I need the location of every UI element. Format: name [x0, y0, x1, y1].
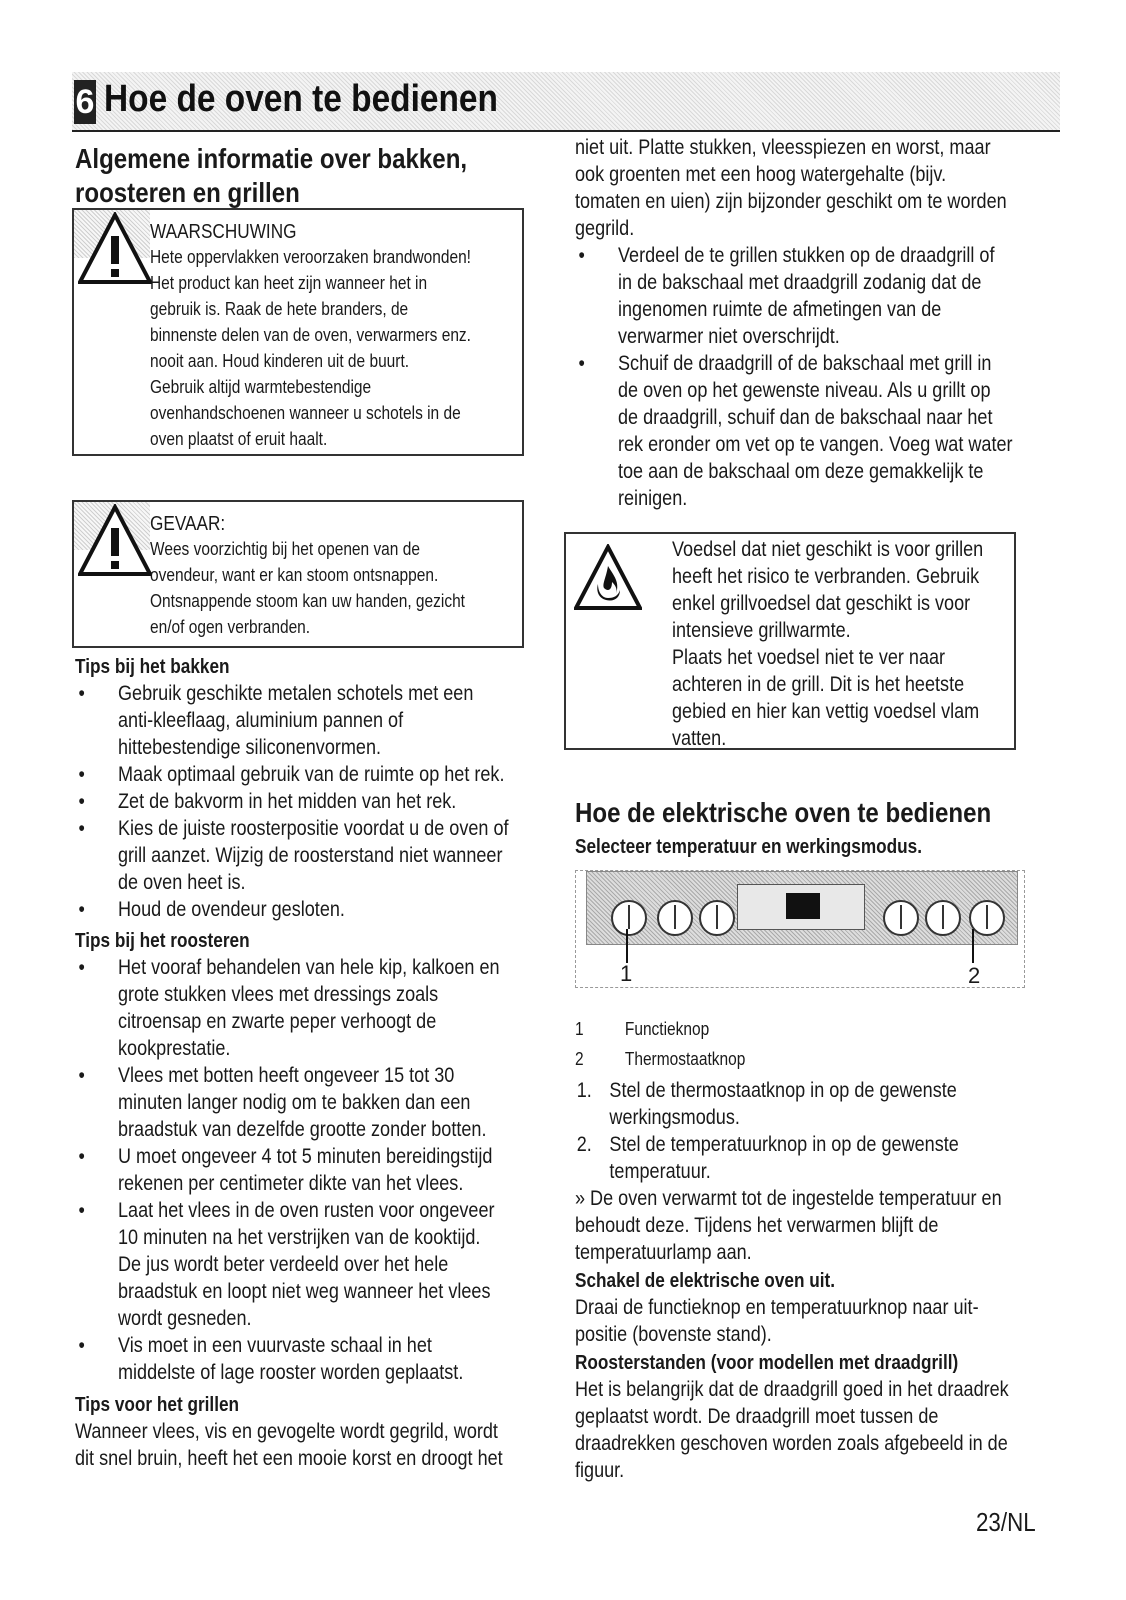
- text-line: dit snel bruin, heeft het een mooie korst en droogt het: [75, 1447, 503, 1470]
- list-item: [75, 954, 539, 1062]
- roasting-tips-title: Tips bij het roosteren: [75, 930, 250, 952]
- warning-text: [150, 244, 511, 452]
- baking-tips-list: [75, 680, 539, 923]
- switch-off-title: Schakel de elektrische oven uit.: [575, 1270, 836, 1292]
- list-item: [75, 788, 539, 815]
- text-line: Het is belangrijk dat de draadgrill goed in het draadrek: [575, 1378, 1009, 1401]
- danger-line: Wees voorzichtig bij het openen van de: [150, 539, 420, 559]
- chapter-number: 6: [74, 80, 96, 124]
- list-item-line: de oven op het gewenste niveau. Als u grillt op: [618, 379, 991, 402]
- list-item-line: grote stukken vlees met dressings zoals: [118, 983, 439, 1006]
- grill-steps: [575, 242, 1039, 512]
- list-item: [75, 896, 539, 923]
- control-panel-strip: [586, 871, 1018, 945]
- list-item-line: rekenen per centimeter dikte van het vlees.: [118, 1172, 464, 1195]
- list-item-line: • Het vooraf behandelen van hele kip, kalkoen en: [118, 956, 500, 979]
- text-line: Draai de functieknop en temperatuurknop naar uit-: [575, 1296, 979, 1319]
- list-item-line: verwarmer niet overschrijdt.: [618, 325, 840, 348]
- chapter-header: [72, 72, 1060, 132]
- switch-off-text: [575, 1294, 1039, 1348]
- list-item-line: • U moet ongeveer 4 tot 5 minuten bereidingstijd: [118, 1145, 493, 1168]
- fire-line: intensieve grillwarmte.: [672, 619, 851, 642]
- list-item-line: • Laat het vlees in de oven rusten voor ongeveer: [118, 1199, 495, 1222]
- list-item-line: braadstuk en loopt niet weg wanneer het vlees: [118, 1280, 491, 1303]
- callout-label-2: 2: [968, 963, 981, 988]
- hob-knob-icon: [925, 900, 961, 936]
- list-item-line: 10 minuten na het verstrijken van de kooktijd.: [118, 1226, 481, 1249]
- warning-line: gebruik is. Raak de hete branders, de: [150, 299, 409, 319]
- warning-line: nooit aan. Houd kinderen uit de buurt.: [150, 351, 410, 371]
- warning-line: oven plaatst of eruit haalt.: [150, 429, 328, 449]
- list-item-line: • Vlees met botten heeft ongeveer 15 tot 30: [118, 1064, 455, 1087]
- list-item-line: kookprestatie.: [118, 1037, 231, 1060]
- list-item-line: • Kies de juiste roosterpositie voordat u de oven of: [118, 817, 509, 840]
- rack-positions-text: [575, 1376, 1039, 1484]
- baking-tips-title: Tips bij het bakken: [75, 656, 230, 678]
- list-item-line: • Verdeel de te grillen stukken op de draadgrill of: [618, 244, 995, 267]
- section-title-electric: [575, 796, 1039, 830]
- hob-knob-icon: [699, 900, 735, 936]
- text-line: » De oven verwarmt tot de ingestelde temperatuur en: [575, 1187, 1002, 1210]
- text-line: ook groenten met een hoog watergehalte (bijv.: [575, 163, 947, 186]
- fire-warning-text: [672, 536, 1016, 752]
- result-text: [575, 1185, 1039, 1266]
- timer-display-frame: [737, 884, 865, 930]
- warning-line: ovenhandschoenen wanneer u schotels in de: [150, 403, 461, 423]
- function-knob-icon: [611, 900, 647, 936]
- select-mode-title: Selecteer temperatuur en werkingsmodus.: [575, 836, 922, 858]
- danger-triangle-icon: [78, 504, 152, 578]
- warning-line: Hete oppervlakken veroorzaken brandwonden!: [150, 247, 471, 267]
- section-title-text: Algemene informatie over bakken, roosteren en grillen: [75, 143, 468, 208]
- list-item-line: rek eronder om vet op te vangen. Voeg wat water: [618, 433, 1013, 456]
- control-panel-diagram: [575, 870, 1025, 988]
- grilling-tips: [75, 1392, 539, 1472]
- text-line: figuur.: [575, 1459, 625, 1482]
- warning-line: binnenste delen van de oven, verwarmers enz.: [150, 325, 471, 345]
- list-item-line: De jus wordt beter verdeeld over het hele: [118, 1253, 449, 1276]
- fire-hazard-icon: [574, 544, 642, 612]
- list-item-line: • Schuif de draadgrill of de bakschaal met grill in: [618, 352, 992, 375]
- list-item-line: anti-kleeflaag, aluminium pannen of: [118, 709, 404, 732]
- list-item-line: middelste of lage rooster worden geplaatst.: [118, 1361, 464, 1384]
- list-item: [575, 242, 1039, 350]
- list-item-line: in de bakschaal met draadgrill zodanig dat de: [618, 271, 982, 294]
- grilling-tips-title: Tips voor het grillen: [75, 1394, 240, 1416]
- list-item-line: wordt gesneden.: [118, 1307, 252, 1330]
- warning-title: WAARSCHUWING: [150, 221, 297, 243]
- fire-line: vatten.: [672, 727, 727, 750]
- fire-line: Voedsel dat niet geschikt is voor grillen: [672, 538, 984, 561]
- roasting-tips-list: [75, 954, 539, 1386]
- list-item-line: • Vis moet in een vuurvaste schaal in het: [118, 1334, 432, 1357]
- warning-line: Gebruik altijd warmtebestendige: [150, 377, 372, 397]
- list-item: [575, 350, 1039, 512]
- fire-line: gebied en hier kan vettig voedsel vlam: [672, 700, 980, 723]
- text-line: niet uit. Platte stukken, vleesspiezen en worst, maar: [575, 136, 991, 159]
- hob-knob-icon: [883, 900, 919, 936]
- list-item-line: braadstuk van dezelfde grootte zonder botten.: [118, 1118, 487, 1141]
- list-item-line: • Maak optimaal gebruik van de ruimte op het rek.: [118, 763, 505, 786]
- danger-line: ovendeur, want er kan stoom ontsnappen.: [150, 565, 439, 585]
- page-number: 23/NL: [976, 1507, 1036, 1537]
- section-title-general: [75, 142, 505, 210]
- list-item-line: hittebestendige siliconenvormen.: [118, 736, 382, 759]
- grilling-continued-text: [575, 134, 1039, 242]
- list-item-line: citroensap en zwarte peper verhoogt de: [118, 1010, 437, 1033]
- fire-line: achteren in de grill. Dit is het heetste: [672, 673, 965, 696]
- operation-steps: [575, 1077, 1039, 1484]
- section2-title-text: Hoe de elektrische oven te bedienen: [575, 797, 992, 828]
- list-item-line: de oven heet is.: [118, 871, 246, 894]
- callout-line-2: [972, 929, 974, 963]
- step-line: werkingsmodus.: [609, 1106, 740, 1129]
- callout-label-1: 1: [620, 961, 633, 986]
- danger-box: [72, 500, 524, 648]
- list-item: [75, 815, 539, 896]
- callout-line-1: [626, 929, 628, 963]
- danger-line: en/of ogen verbranden.: [150, 617, 311, 637]
- list-item-line: • Gebruik geschikte metalen schotels met een: [118, 682, 474, 705]
- legend: [575, 1014, 1039, 1074]
- grilling-tips-text: [75, 1418, 539, 1472]
- step-number: 1.: [576, 1079, 592, 1102]
- step-line: temperatuur.: [609, 1160, 711, 1183]
- timer-display: [786, 893, 820, 919]
- fire-line: heeft het risico te verbranden. Gebruik: [672, 565, 980, 588]
- legend-item: 2 Thermostaatknop: [575, 1049, 746, 1069]
- list-item-line: toe aan de bakschaal om deze gemakkelijk te: [618, 460, 984, 483]
- list-item: [75, 680, 539, 761]
- warning-box: [72, 208, 524, 456]
- hob-knob-icon: [657, 900, 693, 936]
- roasting-tips: [75, 928, 539, 1386]
- text-line: draadrekken geschoven worden zoals afgebeeld in de: [575, 1432, 1008, 1455]
- chapter-title: Hoe de oven te bedienen: [104, 78, 498, 120]
- step-line: Stel de temperatuurknop in op de gewenste: [609, 1133, 959, 1156]
- text-line: tomaten en uien) zijn bijzonder geschikt om te worden: [575, 190, 1007, 213]
- list-item: [75, 1062, 539, 1143]
- rack-positions-title: Roosterstanden (voor modellen met draadgrill): [575, 1352, 959, 1374]
- danger-line: Ontsnappende stoom kan uw handen, gezicht: [150, 591, 465, 611]
- text-line: Wanneer vlees, vis en gevogelte wordt gegrild, wordt: [75, 1420, 498, 1443]
- danger-title: GEVAAR:: [150, 513, 226, 535]
- danger-text: [150, 536, 511, 640]
- warning-triangle-icon: [78, 212, 152, 286]
- fire-line: enkel grillvoedsel dat geschikt is voor: [672, 592, 971, 615]
- steps-list: [575, 1077, 1039, 1185]
- list-item-line: • Zet de bakvorm in het midden van het rek.: [118, 790, 457, 813]
- list-item: [75, 761, 539, 788]
- list-item: [75, 1197, 539, 1332]
- list-item: [75, 1143, 539, 1197]
- text-line: behoudt deze. Tijdens het verwarmen blijft de: [575, 1214, 939, 1237]
- list-item-line: • Houd de ovendeur gesloten.: [118, 898, 345, 921]
- fire-warning-box: [564, 532, 1016, 750]
- list-item-line: de draadgrill, schuif dan de bakschaal naar het: [618, 406, 993, 429]
- grill-steps-list: [575, 242, 1039, 512]
- thermostat-knob-icon: [969, 900, 1005, 936]
- text-line: gegrild.: [575, 217, 635, 240]
- list-item-line: reinigen.: [618, 487, 688, 510]
- warning-line: Het product kan heet zijn wanneer het in: [150, 273, 428, 293]
- list-item-line: minuten langer nodig om te bakken dan een: [118, 1091, 471, 1114]
- fire-line: Plaats het voedsel niet te ver naar: [672, 646, 946, 669]
- step-number: 2.: [576, 1133, 592, 1156]
- text-line: geplaatst wordt. De draadgrill moet tussen de: [575, 1405, 939, 1428]
- step-item: [575, 1077, 1039, 1131]
- step-item: [575, 1131, 1039, 1185]
- list-item: [75, 1332, 539, 1386]
- text-line: temperatuurlamp aan.: [575, 1241, 752, 1264]
- text-line: positie (bovenste stand).: [575, 1323, 772, 1346]
- legend-item: 1 Functieknop: [575, 1019, 710, 1039]
- list-item-line: ingenomen ruimte de afmetingen van de: [618, 298, 942, 321]
- list-item-line: grill aanzet. Wijzig de roosterstand niet wanneer: [118, 844, 503, 867]
- step-line: Stel de thermostaatknop in op de gewenste: [609, 1079, 957, 1102]
- baking-tips: [75, 654, 539, 923]
